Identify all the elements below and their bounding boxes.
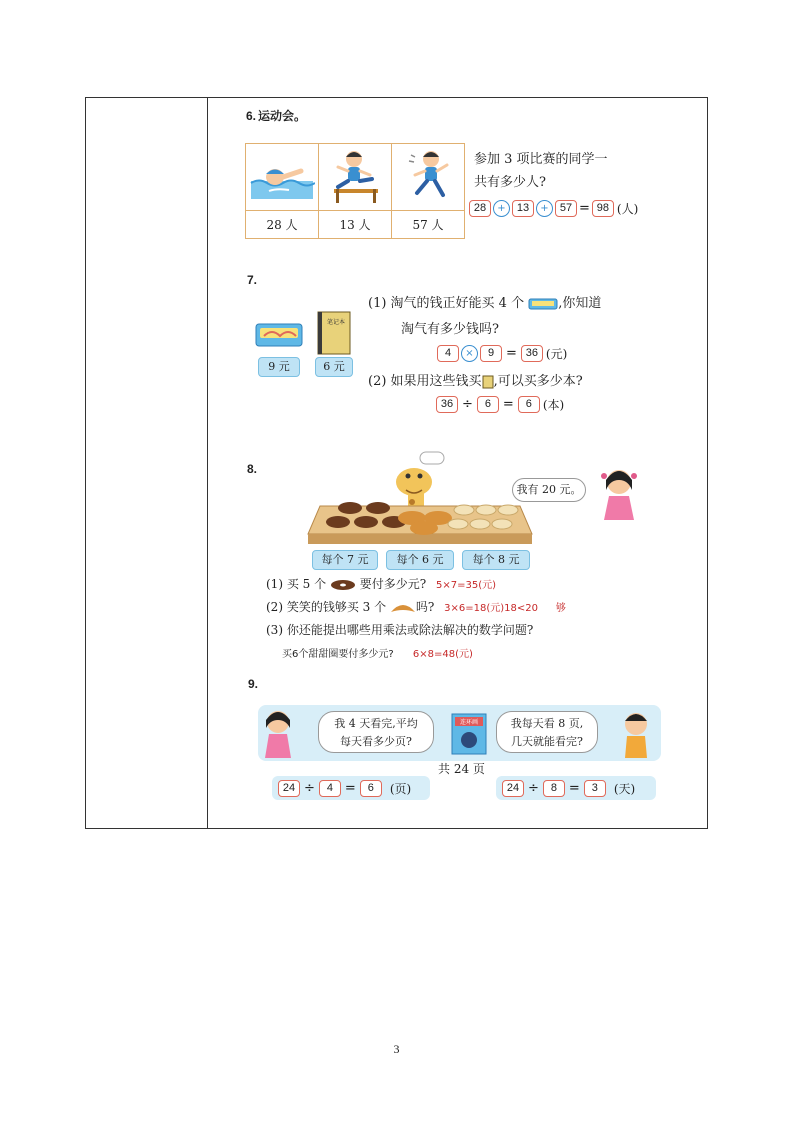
eq-result: 6 (360, 780, 382, 797)
eq-result: 98 (592, 200, 614, 217)
eq-operand: 4 (437, 345, 459, 362)
eq-operand: 57 (555, 200, 577, 217)
eq-operand: 36 (436, 396, 458, 413)
eq-operand: 24 (502, 780, 524, 797)
q9-left-speech-line2: 每天看多少页? (340, 735, 412, 748)
q8-part1-text-b: 要付多少元? (359, 577, 427, 591)
q6-title: 运动会。 (258, 109, 307, 123)
times-operator: × (461, 345, 478, 362)
q7-part1-text-b: ,你知道 (558, 296, 602, 311)
swimmer-icon (249, 147, 315, 203)
eq-operand: 4 (319, 780, 341, 797)
divide-operator: ÷ (528, 781, 539, 796)
q7-part2-line (368, 370, 583, 389)
q8-part1 (266, 575, 496, 592)
q7-unit1: (元) (545, 347, 568, 361)
q9-equation-right (502, 780, 635, 797)
q8-answer3-question: 买6个甜甜圈要付多少元? (282, 649, 394, 660)
q9-unit-left: (页) (389, 782, 412, 796)
comic-book-icon (450, 712, 488, 756)
q8-part1-text: (1) 买 5 个 (266, 577, 327, 591)
q7-part1-text: (1) 淘气的钱正好能买 4 个 (368, 296, 525, 311)
q7-part2-text-b: ,可以买多少本? (493, 374, 583, 389)
q8-answer3: 6×8=48(元) (412, 649, 473, 660)
q8-answer2: 3×6=18(元)18<20 (444, 603, 539, 614)
eq-operand: 6 (477, 396, 499, 413)
comic-book-title: 连环画 (459, 719, 479, 726)
eq-operand: 24 (278, 780, 300, 797)
q7-equation2 (436, 396, 564, 413)
q6-question-line1: 参加 3 项比赛的同学一 (474, 152, 608, 167)
equals-sign: = (568, 781, 580, 796)
eq-result: 36 (521, 345, 543, 362)
eq-result: 3 (584, 780, 606, 797)
boy-right-icon (616, 708, 656, 760)
q8-answer3-row (282, 645, 473, 660)
q9-number: 9. (248, 677, 259, 691)
donut-small-icon (330, 579, 356, 591)
girl-xiaoxiao-icon (594, 464, 644, 526)
notebook-price: 6 元 (315, 357, 353, 377)
bakery-counter-illustration (300, 446, 540, 548)
notebook-label: 笔记本 (326, 319, 346, 326)
q9-equation-left (278, 780, 411, 797)
q8-part2-text: (2) 笑笑的钱够买 3 个 (266, 600, 387, 614)
q6-question-line2: 共有多少人? (474, 175, 546, 190)
q7-number: 7. (247, 273, 258, 287)
q7-unit2: (本) (542, 398, 565, 412)
hurdler-icon (322, 145, 388, 205)
equals-sign: = (344, 781, 356, 796)
q8-speech-bubble: 我有 20 元。 (512, 478, 586, 502)
q8-number: 8. (247, 462, 258, 476)
q8-part3: (3) 你还能提出哪些用乘法或除法解决的数学问题? (266, 623, 534, 637)
q6-equation (469, 200, 638, 217)
swim-count: 28 人 (246, 211, 319, 239)
croissant-price: 每个 6 元 (386, 550, 454, 570)
eq-operand: 13 (512, 200, 534, 217)
q9-left-speech-line1: 我 4 天看完,平均 (334, 717, 418, 730)
q7-part1-line1 (368, 292, 601, 311)
column-divider (207, 97, 208, 829)
runner-icon (395, 145, 461, 205)
plus-operator: + (493, 200, 510, 217)
q7-part2-text: (2) 如果用这些钱买 (368, 374, 482, 389)
notebook-icon (316, 310, 352, 356)
q8-answer2-verdict: 够 (555, 603, 566, 614)
q9-right-speech-line1: 我每天看 8 页, (510, 717, 584, 730)
eq-operand: 28 (469, 200, 491, 217)
donut-price: 每个 7 元 (312, 550, 378, 570)
q9-total-pages: 共 24 页 (438, 762, 485, 776)
notebook-small-icon (482, 375, 494, 389)
q6-question (474, 148, 608, 194)
divide-operator: ÷ (304, 781, 315, 796)
ring-price: 每个 8 元 (462, 550, 530, 570)
hurdle-count: 13 人 (319, 211, 392, 239)
eq-operand: 8 (543, 780, 565, 797)
q6-sports-table (245, 143, 465, 239)
eq-result: 6 (518, 396, 540, 413)
equals-sign: = (579, 201, 590, 216)
q8-answer1: 5×7=35(元) (436, 580, 497, 591)
croissant-small-icon (390, 602, 416, 614)
hurdler-cell (319, 144, 392, 211)
pencil-case-icon (254, 318, 304, 352)
q8-part2-text-b: 吗? (415, 600, 435, 614)
girl-left-icon (258, 706, 298, 760)
run-count: 57 人 (392, 211, 465, 239)
equals-sign: = (502, 397, 514, 412)
divide-operator: ÷ (462, 397, 473, 412)
page-number: 3 (393, 1042, 400, 1056)
pencil-case-price: 9 元 (258, 357, 300, 377)
q9-right-speech-bubble (496, 711, 598, 753)
q7-equation1 (437, 345, 567, 362)
runner-cell (392, 144, 465, 211)
plus-operator: + (536, 200, 553, 217)
equals-sign: = (506, 346, 517, 361)
q8-part2 (266, 598, 566, 615)
q7-part1-line2: 淘气有多少钱吗? (401, 322, 499, 337)
q9-unit-right: (天) (613, 782, 636, 796)
q6-unit: (人) (616, 202, 639, 216)
q6-number: 6. (246, 109, 257, 123)
swimmer-cell (246, 144, 319, 211)
q9-right-speech-line2: 几天就能看完? (511, 735, 583, 748)
pencil-case-small-icon (528, 297, 558, 311)
eq-operand: 9 (480, 345, 502, 362)
q6-heading (246, 107, 306, 124)
q9-left-speech-bubble (318, 711, 434, 753)
